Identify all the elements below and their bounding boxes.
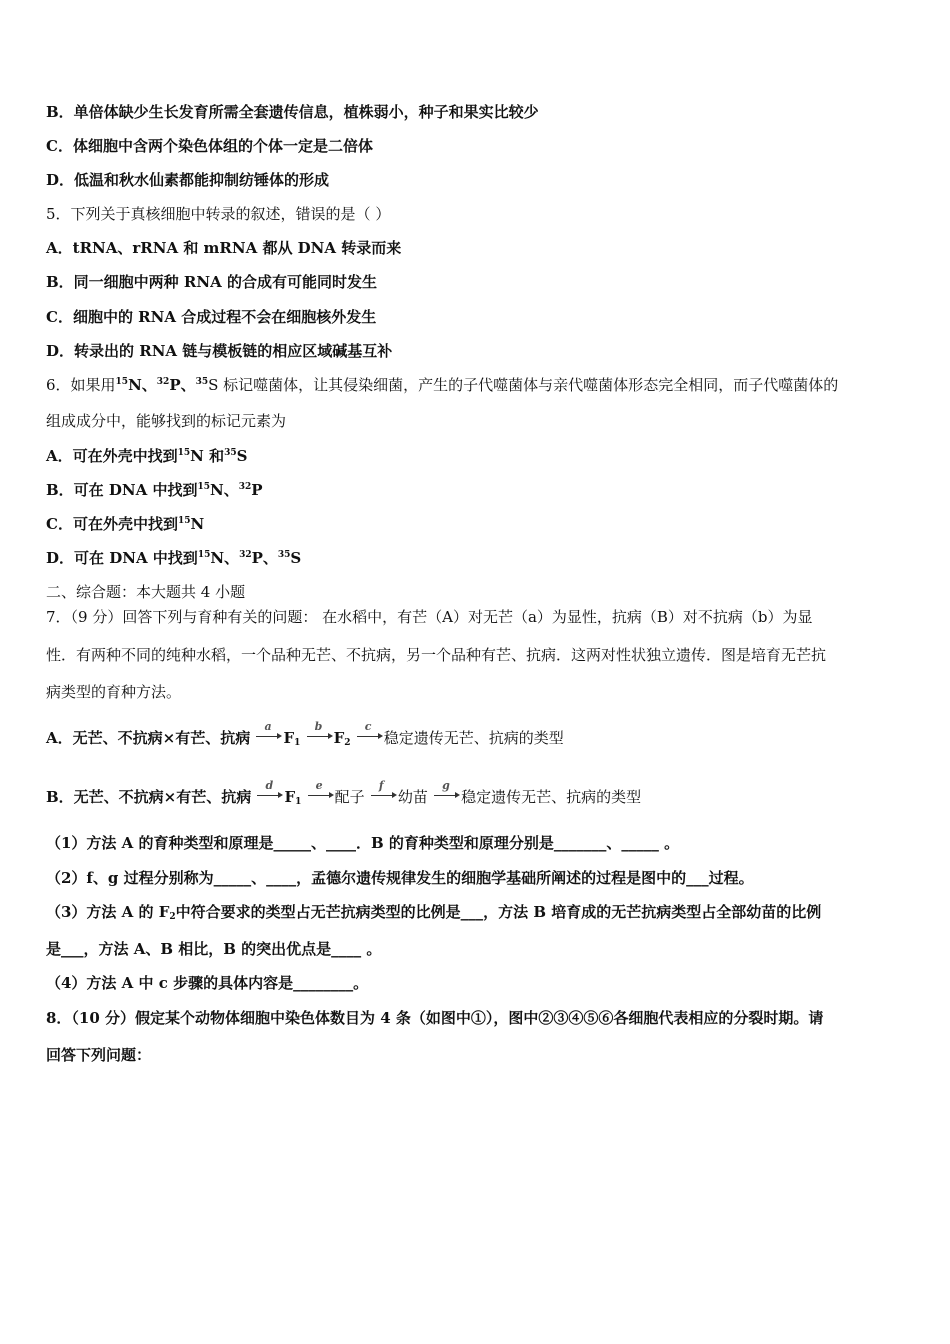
arrow-b-icon: b — [307, 730, 333, 744]
q7-sub2: （2）f、g 过程分别称为_____、____，孟德尔遗传规律发生的细胞学基础所阐述的过程是图中的___过程。 — [46, 869, 754, 887]
q7-sub1: （1）方法 A 的育种类型和原理是_____、____．B 的育种类型和原理分别是_______、_____ 。 — [46, 834, 680, 852]
arrow-e-icon: e — [308, 789, 334, 803]
q4-option-c: C．体细胞中含两个染色体组的个体一定是二倍体 — [46, 137, 373, 155]
q5-option-c: C．细胞中的 RNA 合成过程不会在细胞核外发生 — [46, 308, 377, 326]
q6-option-d: D．可在 DNA 中找到$^{15}$N、$^{32}$P、$^{35}$S — [46, 549, 302, 567]
q8-stem-line1: 8．（10 分）假定某个动物体细胞中染色体数目为 4 条（如图中①），图中②③④⑤⑥各细胞代表相应的分裂时期。请 — [46, 1009, 824, 1027]
q7-method-a: A．无芒、不抗病×有芒、抗病 a $F_1$ b $F_2$ c 稳定遗传无芒、抗病的类型 — [46, 720, 564, 748]
q7-sub3-line1: （3）方法 A 的 $F_2$中符合要求的类型占无芒抗病类型的比例是___，方法 B 培育成的无芒抗病类型占全部幼苗的比例 — [46, 903, 822, 922]
q7-sub4: （4）方法 A 中 c 步骤的具体内容是________。 — [46, 974, 369, 992]
q4-option-d: D．低温和秋水仙素都能抑制纺锤体的形成 — [46, 171, 330, 189]
q5-option-b: B．同一细胞中两种 RNA 的合成有可能同时发生 — [46, 273, 377, 291]
q6-stem-line1: 6．如果用$^{15}$N、$^{32}$P、$^{35}$S 标记噬菌体，让其侵染细菌，产生的子代噬菌体与亲代噬菌体形态完全相同，而子代噬菌体的 — [46, 376, 839, 394]
q5-option-a: A．tRNA、rRNA 和 mRNA 都从 DNA 转录而来 — [46, 239, 402, 257]
section-heading: 二、综合题：本大题共 4 小题 — [46, 583, 246, 601]
q7-sub3-line2: 是___，方法 A、B 相比，B 的突出优点是____ 。 — [46, 940, 382, 958]
q7-method-b: B．无芒、不抗病×有芒、抗病 d $F_1$ e 配子 f 幼苗 g 稳定遗传无芒、抗病的类型 — [46, 779, 642, 807]
arrow-g-icon: g — [434, 789, 460, 803]
q6-option-c: C．可在外壳中找到$^{15}$N — [46, 515, 205, 533]
q7-stem-line2: 性．有两种不同的纯种水稻，一个品种无芒、不抗病，另一个品种有芒、抗病．这两对性状独立遗传．图是培育无芒抗 — [46, 646, 827, 664]
q6-option-b: B．可在 DNA 中找到$^{15}$N、$^{32}$P — [46, 481, 263, 499]
arrow-a-icon: a — [256, 730, 282, 744]
q5-option-d: D．转录出的 RNA 链与模板链的相应区域碱基互补 — [46, 342, 393, 360]
q7-stem-line1: 7．（9 分）回答下列与育种有关的问题： 在水稻中，有芒（A）对无芒（a）为显性，抗病（B）对不抗病（b）为显 — [46, 608, 813, 626]
q5-stem: 5．下列关于真核细胞中转录的叙述，错误的是（ ） — [46, 205, 391, 223]
q7-stem-line3: 病类型的育种方法。 — [46, 683, 182, 701]
arrow-c-icon: c — [357, 730, 383, 744]
q6-stem-line2: 组成成分中，能够找到的标记元素为 — [46, 412, 287, 430]
q6-option-a: A．可在外壳中找到$^{15}$N 和$^{35}$S — [46, 447, 248, 465]
arrow-f-icon: f — [371, 789, 397, 803]
q8-stem-line2: 回答下列问题： — [46, 1046, 152, 1064]
q4-option-b: B．单倍体缺少生长发育所需全套遗传信息，植株弱小，种子和果实比较少 — [46, 103, 539, 121]
arrow-d-icon: d — [257, 789, 283, 803]
